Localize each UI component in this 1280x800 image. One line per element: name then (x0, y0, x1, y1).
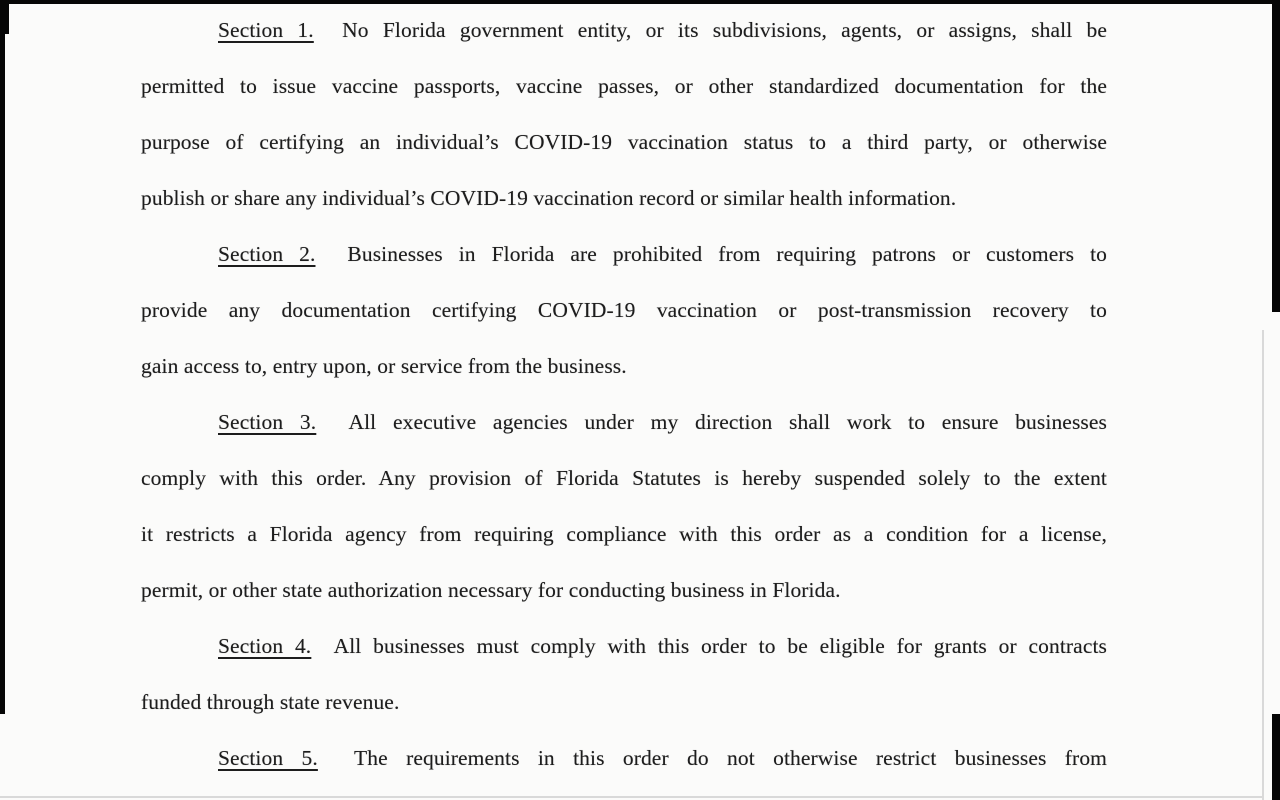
page-edge-line-vertical (1262, 330, 1264, 800)
document-line: permitted to issue vaccine passports, vaccine passes, or other standardized documentation for the (141, 74, 1107, 98)
section-heading: Section 5. (218, 746, 318, 770)
document-line-section-start: Section 5. The requirements in this order do not otherwise restrict businesses from (218, 746, 1107, 770)
document-line: it restricts a Florida agency from requiring compliance with this order as a condition for a license, (141, 522, 1107, 546)
scan-border-left-notch (0, 4, 9, 34)
document-line-section-start: Section 1. No Florida government entity, or its subdivisions, agents, or assigns, shall be (218, 18, 1107, 42)
section-heading: Section 3. (218, 410, 317, 434)
section-heading: Section 2. (218, 242, 316, 266)
text-block (141, 2, 1107, 786)
document-line: purpose of certifying an individual’s COVID-19 vaccination status to a third party, or otherwise (141, 130, 1107, 154)
scan-border-right-bottom (1272, 714, 1280, 800)
scan-border-top (0, 0, 1280, 4)
document-line: publish or share any individual’s COVID-19 vaccination record or similar health information. (141, 186, 957, 210)
document-line-section-start: Section 2. Businesses in Florida are prohibited from requiring patrons or customers to (218, 242, 1107, 266)
page-edge-line-bottom (0, 796, 1262, 798)
section-heading: Section 4. (218, 634, 312, 658)
section-heading: Section 1. (218, 18, 314, 42)
document-line: comply with this order. Any provision of Florida Statutes is hereby suspended solely to the extent (141, 466, 1107, 490)
document-line-section-start: Section 4. All businesses must comply with this order to be eligible for grants or contracts (218, 634, 1108, 658)
scan-border-right-top (1272, 0, 1280, 312)
document-line: permit, or other state authorization necessary for conducting business in Florida. (141, 578, 841, 602)
document-line-section-start: Section 3. All executive agencies under my direction shall work to ensure businesses (218, 410, 1107, 434)
scan-border-left (0, 0, 5, 714)
document-line: provide any documentation certifying COVID-19 vaccination or post-transmission recovery to (141, 298, 1107, 322)
document-line: gain access to, entry upon, or service from the business. (141, 354, 627, 378)
document-line: funded through state revenue. (141, 690, 400, 714)
